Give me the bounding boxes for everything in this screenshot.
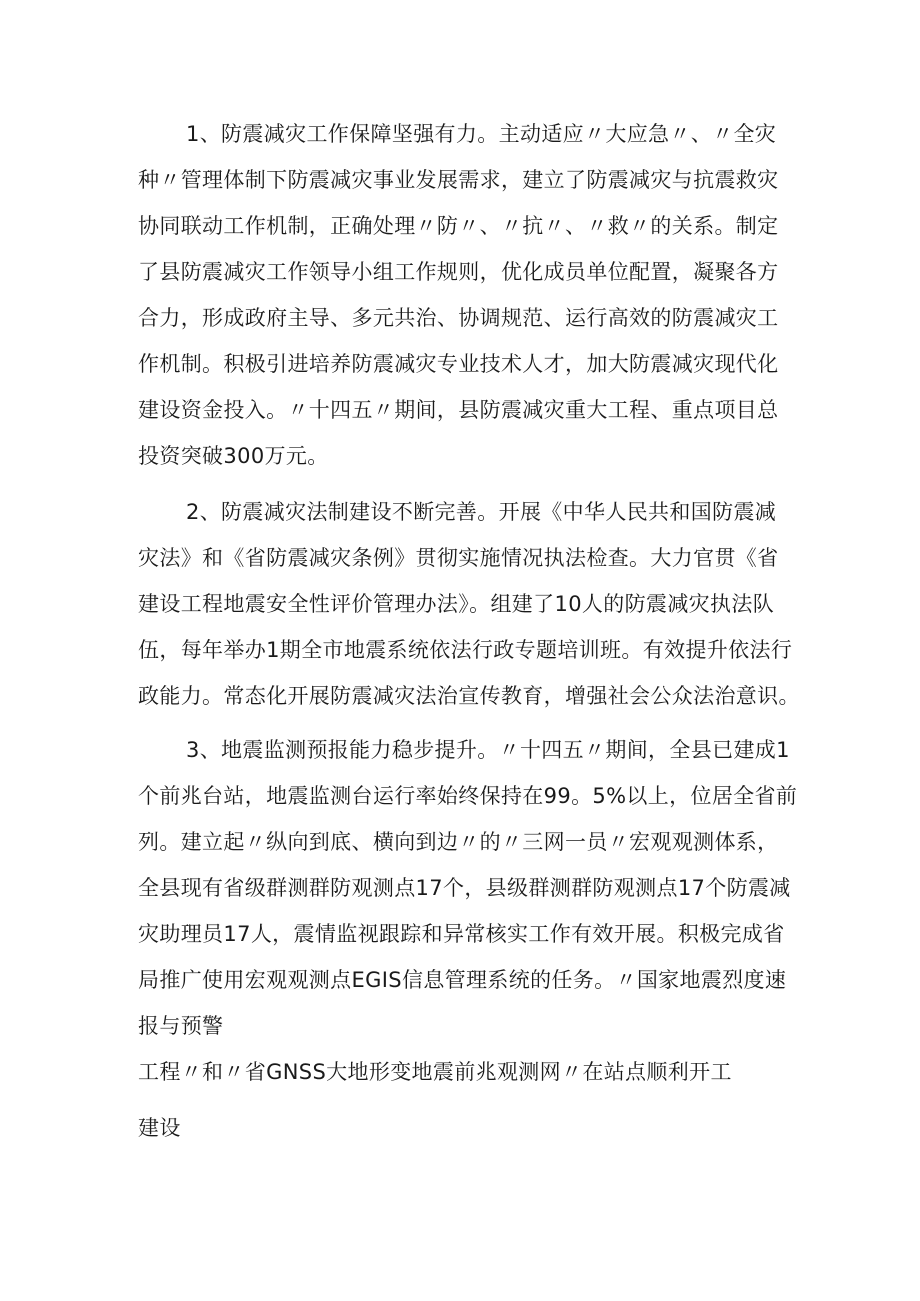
- para3-line-2: 个前兆台站，地震监测台运行率始终保持在99。5%以上，位居全省前: [138, 784, 798, 808]
- para1-line-4: 了县防震减灾工作领导小组工作规则，优化成员单位配置，凝聚各方: [138, 260, 779, 284]
- para1-line-5: 合力，形成政府主导、多元共治、协调规范、运行高效的防震减灾工: [138, 306, 779, 330]
- para1-line-7: 建设资金投入。〃十四五〃期间，县防震减灾重大工程、重点项目总: [138, 398, 779, 422]
- para3-line-9: 建设: [138, 1116, 181, 1140]
- para3-line-4: 全县现有省级群测群防观测点17个，县级群测群防观测点17个防震减: [138, 876, 791, 900]
- para2-line-5: 政能力。常态化开展防震减灾法治宣传教育，增强社会公众法治意识。: [138, 684, 800, 708]
- para1-line-1: 1、防震减灾工作保障坚强有力。主动适应〃大应急〃、〃全灾: [186, 122, 777, 146]
- para3-line-1: 3、地震监测预报能力稳步提升。〃十四五〃期间，全县已建成1: [186, 738, 790, 762]
- para2-line-1: 2、防震减灾法制建设不断完善。开展《中华人民共和国防震减: [186, 500, 777, 524]
- para3-line-3: 列。建立起〃纵向到底、横向到边〃的〃三网一员〃宏观观测体系，: [138, 830, 779, 854]
- para2-line-3: 建设工程地震安全性评价管理办法》。组建了10人的防震减灾执法队: [138, 592, 775, 616]
- para1-line-8: 投资突破300万元。: [138, 444, 329, 468]
- para3-line-8: 工程〃和〃省GNSS大地形变地震前兆观测网〃在站点顺利开工: [138, 1060, 732, 1084]
- para2-line-4: 伍，每年举办1期全市地震系统依法行政专题培训班。有效提升依法行: [138, 638, 793, 662]
- para3-line-6: 局推广使用宏观观测点EGIS信息管理系统的任务。〃国家地震烈度速: [138, 968, 787, 992]
- para1-line-6: 作机制。积极引进培养防震减灾专业技术人才，加大防震减灾现代化: [138, 352, 779, 376]
- para3-line-5: 灾助理员17人，震情监视跟踪和异常核实工作有效开展。积极完成省: [138, 922, 785, 946]
- para1-line-2: 种〃管理体制下防震减灾事业发展需求，建立了防震减灾与抗震救灾: [138, 168, 779, 192]
- para2-line-2: 灾法》和《省防震减灾条例》贯彻实施情况执法检查。大力官贯《省: [138, 546, 779, 570]
- para1-line-3: 协同联动工作机制，正确处理〃防〃、〃抗〃、〃救〃的关系。制定: [138, 214, 779, 238]
- para3-line-7: 报与预警: [138, 1014, 224, 1038]
